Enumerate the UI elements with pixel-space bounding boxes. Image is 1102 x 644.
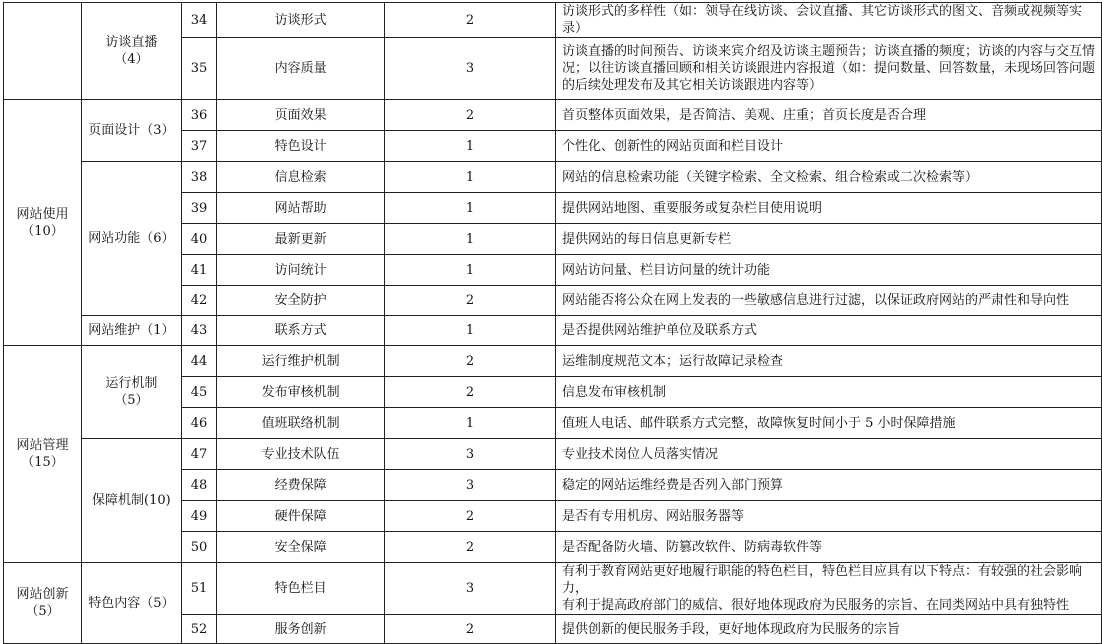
description-line: 有利于提高政府部门的威信、很好地体现政府为民服务的宗旨、在同类网站中具有独特性: [561, 598, 1069, 613]
table-row: [4, 3, 1102, 38]
item-name: 专业技术队伍: [217, 439, 385, 470]
item-description: 个性化、创新性的网站页面和栏目设计: [555, 131, 1101, 162]
item-score: 2: [385, 100, 556, 131]
item-description: 提供网站地图、重要服务或复杂栏目使用说明: [555, 193, 1101, 224]
item-name: 硬件保障: [217, 501, 385, 532]
row-number: 36: [181, 100, 217, 131]
item-name: 内容质量: [217, 38, 385, 100]
item-description: 信息发布审核机制: [555, 377, 1101, 408]
category-label: 网站使用: [16, 206, 69, 222]
table-row: [4, 100, 1102, 131]
description-line: 的后续处理发布及其它相关访谈跟进内容等）: [561, 78, 822, 93]
item-score: 2: [385, 501, 556, 532]
category-score: （15）: [21, 455, 64, 470]
table-row: [4, 563, 1102, 615]
item-name: 页面效果: [217, 100, 385, 131]
subcategory-label: 访谈直播: [105, 35, 158, 50]
item-score: 2: [385, 377, 556, 408]
item-name: 联系方式: [217, 316, 385, 346]
row-number: 35: [181, 38, 217, 100]
subcategory-cell: [82, 316, 182, 346]
item-score: 1: [385, 131, 556, 162]
table-row: [4, 162, 1102, 193]
row-number: 51: [181, 563, 217, 615]
table-row: [4, 439, 1102, 470]
item-score: 3: [385, 38, 556, 100]
item-description: 网站访问量、栏目访问量的统计功能: [555, 255, 1101, 286]
item-name: 发布审核机制: [217, 377, 385, 408]
item-name: 网站帮助: [217, 193, 385, 224]
item-name: 经费保障: [217, 470, 385, 501]
subcategory-cell: [82, 162, 182, 316]
category-cell: [4, 100, 82, 346]
subcategory-label: 网站功能（6）: [88, 231, 175, 246]
item-score: 3: [385, 563, 556, 615]
subcategory-label: 保障机制(10): [92, 493, 171, 508]
category-cell: [4, 563, 82, 644]
subcategory-score: （5）: [114, 393, 149, 408]
row-number: 45: [181, 377, 217, 408]
row-number: 52: [181, 615, 217, 644]
table-row: [4, 346, 1102, 377]
item-name: 安全保障: [217, 532, 385, 563]
item-name: 值班联络机制: [217, 408, 385, 439]
item-description: 值班人电话、邮件联系方式完整，故障恢复时间小于 5 小时保障措施: [555, 408, 1101, 439]
item-description: 是否有专用机房、网站服务器等: [555, 501, 1101, 532]
subcategory-label: 网站维护（1）: [88, 323, 175, 338]
item-score: 2: [385, 286, 556, 316]
subcategory-cell: [82, 346, 182, 439]
item-score: 1: [385, 255, 556, 286]
category-score: （10）: [21, 223, 64, 239]
item-description: [555, 563, 1101, 615]
row-number: 38: [181, 162, 217, 193]
item-name: 信息检索: [217, 162, 385, 193]
item-name: 服务创新: [217, 615, 385, 644]
item-description: 首页整体页面效果，是否简洁、美观、庄重；首页长度是否合理: [555, 100, 1101, 131]
row-number: 46: [181, 408, 217, 439]
description-line: 访谈直播的时间预告、访谈来宾介绍及访谈主题预告；访谈直播的频度；访谈的内容与交互情: [561, 44, 1095, 59]
item-score: 1: [385, 408, 556, 439]
row-number: 43: [181, 316, 217, 346]
category-label: 网站管理: [16, 438, 69, 453]
item-description: 网站的信息检索功能（关键字检索、全文检索、组合检索或二次检索等）: [555, 162, 1101, 193]
row-number: 47: [181, 439, 217, 470]
subcategory-label: 页面设计（3）: [88, 123, 175, 138]
item-description: [555, 38, 1101, 100]
description-line: 况；以往访谈直播回顾和相关访谈跟进内容报道（如：提问数量、回答数量，未现场回答问题: [561, 61, 1095, 76]
item-description: 运维制度规范文本；运行故障记录检查: [555, 346, 1101, 377]
item-description: 专业技术岗位人员落实情况: [555, 439, 1101, 470]
subcategory-cell: [82, 3, 182, 100]
category-cell: [4, 346, 82, 563]
item-score: 2: [385, 615, 556, 644]
item-description: 提供创新的便民服务手段，更好地体现政府为民服务的宗旨: [555, 615, 1101, 644]
row-number: 50: [181, 532, 217, 563]
item-score: 1: [385, 224, 556, 255]
table-row: [4, 316, 1102, 346]
subcategory-cell: [82, 563, 182, 644]
item-score: 2: [385, 3, 556, 38]
subcategory-cell: [82, 100, 182, 162]
item-description: 是否提供网站维护单位及联系方式: [555, 316, 1101, 346]
evaluation-table: [3, 2, 1102, 644]
item-description: 访谈形式的多样性（如：领导在线访谈、会议直播、其它访谈形式的图文、音频或视频等实录）: [555, 3, 1101, 38]
subcategory-cell: [82, 439, 182, 563]
row-number: 49: [181, 501, 217, 532]
row-number: 41: [181, 255, 217, 286]
row-number: 34: [181, 3, 217, 38]
row-number: 40: [181, 224, 217, 255]
item-score: 2: [385, 346, 556, 377]
item-name: 最新更新: [217, 224, 385, 255]
item-description: 稳定的网站运维经费是否列入部门预算: [555, 470, 1101, 501]
item-description: 提供网站的每日信息更新专栏: [555, 224, 1101, 255]
item-name: 运行维护机制: [217, 346, 385, 377]
category-score: （5）: [25, 604, 60, 619]
subcategory-label: 运行机制: [105, 376, 158, 391]
description-line: 有利于教育网站更好地履行职能的特色栏目，特色栏目应具有以下特点：有较强的社会影响力，: [561, 564, 1082, 596]
item-name: 特色设计: [217, 131, 385, 162]
row-number: 39: [181, 193, 217, 224]
row-number: 37: [181, 131, 217, 162]
category-label: 网站创新: [16, 587, 69, 602]
item-score: 1: [385, 193, 556, 224]
item-score: 1: [385, 162, 556, 193]
item-name: 访谈形式: [217, 3, 385, 38]
item-score: 1: [385, 316, 556, 346]
row-number: 42: [181, 286, 217, 316]
category-cell-blank: [4, 3, 82, 100]
subcategory-label: 特色内容（5）: [88, 595, 175, 611]
item-score: 3: [385, 470, 556, 501]
item-description: 网站能否将公众在网上发表的一些敏感信息进行过滤，以保证政府网站的严肃性和导向性: [555, 286, 1101, 316]
row-number: 48: [181, 470, 217, 501]
item-name: 访问统计: [217, 255, 385, 286]
row-number: 44: [181, 346, 217, 377]
item-score: 2: [385, 532, 556, 563]
subcategory-score: （4）: [114, 52, 149, 67]
item-name: 特色栏目: [217, 563, 385, 615]
item-score: 3: [385, 439, 556, 470]
item-name: 安全防护: [217, 286, 385, 316]
item-description: 是否配备防火墙、防篡改软件、防病毒软件等: [555, 532, 1101, 563]
